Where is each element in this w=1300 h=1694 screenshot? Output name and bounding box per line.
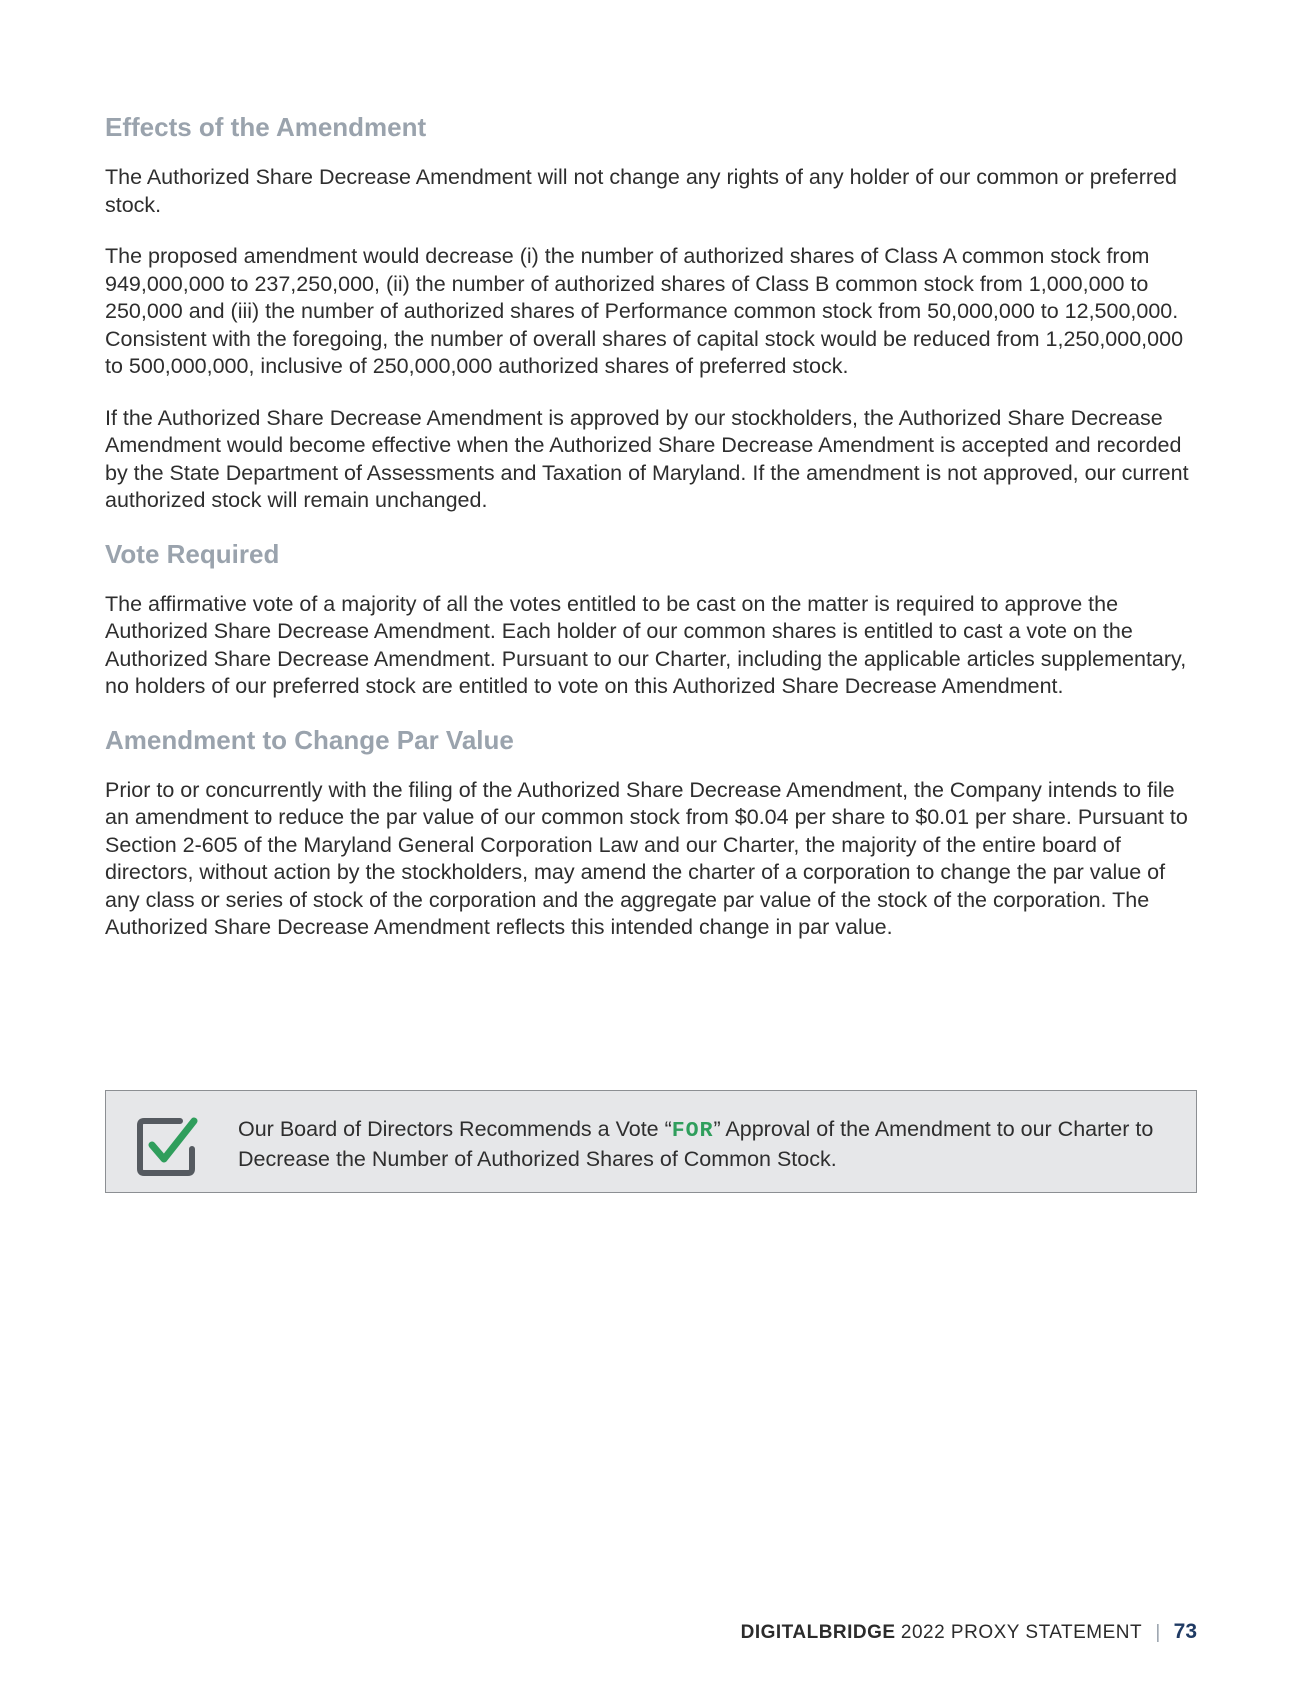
page-footer <box>741 1620 1197 1644</box>
paragraph: The affirmative vote of a majority of all the votes entitled to be cast on the matter is required to approve the Authorized Share Decrease Amendment. Each holder of our common shares is entitled to cast a vote on the Authorized Share Decrease Amendment. Pursuant to our Charter, including the applicable articles supplementary, no holders of our preferred stock are entitled to vote on this Authorized Share Decrease Amendment. <box>105 591 1187 698</box>
footer-title: 2022 PROXY STATEMENT <box>900 1622 1143 1643</box>
paragraph: Prior to or concurrently with the filing of the Authorized Share Decrease Amendment, the Company intends to file an amendment to reduce the par value of our common stock from $0.04 per share to $0.01 per share. Pursuant to Section 2-605 of the Maryland General Corporation Law and our Charter, the majority of the entire board of directors, without action by the stockholders, may amend the charter of a corporation to change the par value of any class or series of stock of the corporation and the aggregate par value of the stock of the corporation. The Authorized Share Decrease Amendment reflects this intended change in par value. <box>105 777 1188 939</box>
document-content <box>105 112 1198 966</box>
recommendation-text-before: Our Board of Directors Recommends a Vote “ <box>238 1117 672 1141</box>
paragraph: If the Authorized Share Decrease Amendment is approved by our stockholders, the Authorized Share Decrease Amendment would become effective when the Authorized Share Decrease Amendment is accepted and recorded by the State Department of Assessments and Taxation of Maryland. If the amendment is not approved, our current authorized stock will remain unchanged. <box>105 405 1189 512</box>
board-recommendation-box <box>105 1090 1197 1193</box>
section-heading-vote-required: Vote Required <box>105 538 280 569</box>
paragraph: The proposed amendment would decrease (i) the number of authorized shares of Class A common stock from 949,000,000 to 237,250,000, (ii) the number of authorized shares of Class B common stock from 1,000,000 to 250,000 and (iii) the number of authorized shares of Performance common stock from 50,000,000 to 12,500,000. Consistent with the foregoing, the number of overall shares of capital stock would be reduced from 1,250,000,000 to 500,000,000, inclusive of 250,000,000 authorized shares of preferred stock. <box>105 244 1184 378</box>
footer-separator: | <box>1155 1622 1161 1643</box>
footer-brand: DIGITALBRIDGE <box>740 1622 896 1643</box>
paragraph: The Authorized Share Decrease Amendment will not change any rights of any holder of our common or preferred stock. <box>105 165 1177 217</box>
recommendation-text-after: ” Approval of the Amendment to our Charter to Decrease the Number of Authorized Shares of Common Stock. <box>238 1117 1154 1171</box>
page-number: 73 <box>1173 1620 1197 1643</box>
for-word: FOR <box>671 1119 714 1143</box>
section-heading-effects: Effects of the Amendment <box>105 112 427 142</box>
checkbox-check-icon <box>136 1115 200 1177</box>
recommendation-text <box>238 1115 1178 1173</box>
section-heading-par-value: Amendment to Change Par Value <box>105 724 514 755</box>
